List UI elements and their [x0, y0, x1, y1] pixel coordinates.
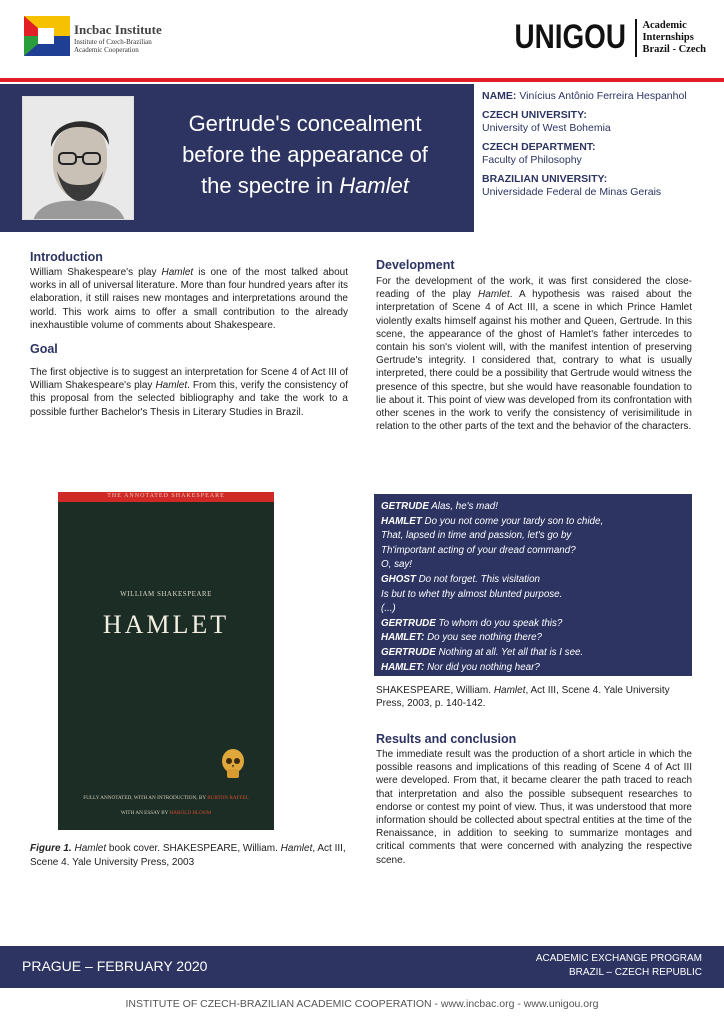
footer-links: INSTITUTE OF CZECH-BRAZILIAN ACADEMIC COOPERATION - www.incbac.org - www.unigou.org	[125, 998, 599, 1010]
hamlet-quote-box	[374, 494, 692, 676]
quote-line	[381, 544, 685, 559]
title-line-3	[150, 170, 460, 201]
caption-label: Figure 1.	[30, 843, 72, 854]
quote-line	[381, 573, 685, 588]
reference-a: SHAKESPEARE, William.	[376, 685, 494, 696]
quote-speaker: HAMLET:	[381, 661, 425, 673]
title-band	[0, 84, 474, 232]
hamlet-book-cover	[58, 492, 274, 830]
cover-essayist: HAROLD BLOOM	[169, 810, 212, 816]
quote-text: Nothing at all. Yet all that is I see.	[435, 646, 584, 658]
quote-line	[381, 529, 685, 544]
czech-university-value: University of West Bohemia	[482, 122, 611, 134]
skull-icon	[220, 747, 246, 781]
czech-university-label: CZECH UNIVERSITY	[482, 109, 584, 121]
quote-speaker: GERTRUDE	[381, 646, 436, 658]
cover-annotator: BURTON RAFFEL	[207, 795, 249, 801]
unigou-logo-block	[490, 18, 706, 57]
unigou-divider	[635, 19, 637, 57]
footer-program-line-2: BRAZIL – CZECH REPUBLIC	[569, 967, 702, 978]
name-value: Vinícius Antônio Ferreira Hespanhol	[519, 90, 687, 102]
incbac-name: Incbac Institute	[74, 22, 162, 37]
development-text	[376, 275, 692, 433]
quote-text: Do you not come your tardy son to chide,	[421, 515, 604, 527]
quote-line	[381, 500, 685, 515]
name-label: NAME:	[482, 90, 517, 102]
title-line-3-italic: Hamlet	[339, 173, 409, 198]
introduction-text-italic: Hamlet	[161, 267, 194, 278]
reference-b: , Act III, Scene 4. Yale University Press, 2003, p. 140-142.	[376, 685, 670, 710]
quote-text: (...)	[381, 603, 396, 615]
quote-line	[381, 558, 685, 573]
development-text-italic: Hamlet	[478, 289, 510, 301]
poster-title	[150, 108, 460, 201]
development-text-b: . A hypothesis was raised about the interpretation of Scene 4 of Act III, a scene in which Prince Hamlet violently exalts himself against his mother and Queen, Gertrude. In this scene, the appearance of the ghost of Hamlet's father intercedes to contain his son's violent will, with the manifest intention of preserving Gertrude's integrity. I considered that, contrary to what is usually interpreted, there could be a possibility that Gertrude would witness the presence of this spectre, but she would have reasonable foundation to lie about it. This point of view was developed from its confrontation with other scenes in the work to verify the consistency of verisimilitude in relation to the other parts of the text and the behavior of the characters.	[376, 289, 692, 433]
quote-text: Nor did you nothing hear?	[424, 661, 540, 673]
caption-italic: Hamlet	[74, 843, 107, 854]
figure-caption	[30, 842, 348, 869]
quote-line	[381, 602, 685, 617]
quote-text: Do not forget. This visitation	[415, 573, 540, 585]
cover-essay-line	[58, 810, 274, 816]
cover-author: WILLIAM SHAKESPEARE	[120, 590, 212, 598]
page-header	[0, 0, 724, 80]
incbac-logo-icon	[24, 16, 70, 56]
results-section	[376, 732, 692, 867]
quote-line	[381, 646, 685, 661]
cover-essay-text: WITH AN ESSAY BY	[120, 810, 170, 816]
footer-program	[536, 952, 702, 980]
unigou-tag-3: Brazil - Czech	[642, 43, 706, 55]
cover-annotation-line	[58, 795, 274, 801]
quote-text: O, say!	[381, 559, 413, 571]
reference-italic: Hamlet	[493, 685, 526, 696]
footer-location-date: PRAGUE – FEBRUARY 2020	[22, 958, 208, 974]
unigou-wordmark: UNIGOU	[514, 18, 627, 56]
incbac-subtitle-1: Institute of Czech-Brazilian	[74, 38, 152, 46]
header-divider	[0, 78, 724, 82]
author-portrait-icon	[23, 97, 134, 220]
quote-speaker: GERTRUDE	[381, 617, 436, 629]
quote-text: Is but to whet thy almost blunted purpose.	[381, 588, 563, 600]
incbac-subtitle-2: Academic Cooperation	[74, 46, 139, 54]
incbac-logo-block	[24, 16, 162, 56]
quote-line	[381, 515, 685, 530]
goal-text-b: . From this, verify the consistency of this proposal from the selected bibliography and take the work to a possible further Bachelor's Thesis in Literary Studies in Brazil.	[30, 380, 348, 418]
title-line-1: Gertrude's concealment	[188, 111, 422, 136]
goal-heading: Goal	[30, 342, 58, 357]
quote-line	[381, 661, 685, 676]
right-column	[376, 258, 692, 433]
quote-text: To whom do you speak this?	[435, 617, 563, 629]
quote-speaker: GHOST	[381, 573, 416, 585]
left-column	[30, 250, 348, 419]
title-line-2: before the appearance of	[182, 142, 428, 167]
goal-text-italic: Hamlet	[155, 380, 188, 392]
quote-text: Th'important acting of your dread command?	[381, 544, 576, 556]
quote-speaker: GETRUDE	[381, 501, 429, 512]
introduction-text-b: is one of the most talked about works in all of universal literature. More than four hundred years after its elaboration, it still raises new montages and interpretations around the world. This work aims to offer a small contribution to the already inexhaustible volume of comments about Shakespeare.	[30, 267, 348, 331]
introduction-text	[30, 266, 348, 332]
quote-line	[381, 617, 685, 632]
development-heading: Development	[376, 258, 455, 272]
caption-text-1: book cover. SHAKESPEARE, William.	[106, 843, 281, 854]
cover-title: HAMLET	[102, 610, 230, 639]
author-photo	[22, 96, 134, 220]
title-line-3-prefix: the spectre in	[201, 173, 340, 198]
quote-text: Alas, he's mad!	[428, 501, 498, 512]
introduction-text-a: William Shakespeare's play	[30, 267, 162, 278]
unigou-tag-2: Internships	[642, 31, 694, 43]
quote-speaker: HAMLET:	[381, 632, 425, 644]
results-text: The immediate result was the production of a short article in which the possible reasons and implications of this reading of Scene 4 of Act III were developed. From that, it became clearer the path traced to reach that interpretation and also the possible subsequent researches to endorse or contest my point of view. Thus, it was understood that more information should be collected about spectral entities at the time of the Renaissance, in addition to seeking to summarize montages and critical comments that were concerned with analyzing the respective scene.	[376, 749, 692, 866]
brazilian-university-value: Universidade Federal de Minas Gerais	[482, 186, 662, 198]
quote-speaker: HAMLET	[381, 515, 422, 527]
brazilian-university-label: BRAZILIAN UNIVERSITY	[482, 173, 604, 185]
goal-text-a: The first objective is to suggest an interpretation for Scene 4 of Act III of William Shakespeare's play	[30, 367, 348, 392]
cover-annotation-text: FULLY ANNOTATED, WITH AN INTRODUCTION, BY	[83, 795, 208, 801]
caption-text-2: , Act III, Scene 4. Yale University Press, 2003	[30, 843, 346, 868]
quote-text: Do you see nothing there?	[424, 632, 543, 644]
quote-line	[381, 588, 685, 603]
introduction-heading: Introduction	[30, 250, 103, 264]
cover-series: THE ANNOTATED SHAKESPEARE	[107, 493, 225, 499]
unigou-tag-1: Academic	[642, 19, 687, 31]
czech-department-value: Faculty of Philosophy	[482, 154, 582, 166]
goal-text	[30, 366, 348, 419]
footer-band	[0, 946, 724, 988]
author-info: NAME: Vinícius Antônio Ferreira Hespanhol CZECH UNIVERSITY: University of West Bohemia CZECH DEPARTMENT: Faculty of Philosophy BRAZILIAN UNIVERSITY: Universidade Federal de Minas Gerais	[482, 90, 718, 205]
czech-department-label: CZECH DEPARTMENT:	[482, 141, 596, 153]
caption-italic-2: Hamlet	[280, 843, 313, 854]
quote-reference	[376, 684, 692, 710]
quote-line	[381, 631, 685, 646]
results-heading: Results and conclusion	[376, 732, 517, 746]
quote-text: That, lapsed in time and passion, let's go by	[381, 530, 572, 542]
footer-program-line-1: ACADEMIC EXCHANGE PROGRAM	[535, 953, 702, 964]
development-text-a: For the development of the work, it was first considered the close-reading of the play	[376, 276, 692, 301]
